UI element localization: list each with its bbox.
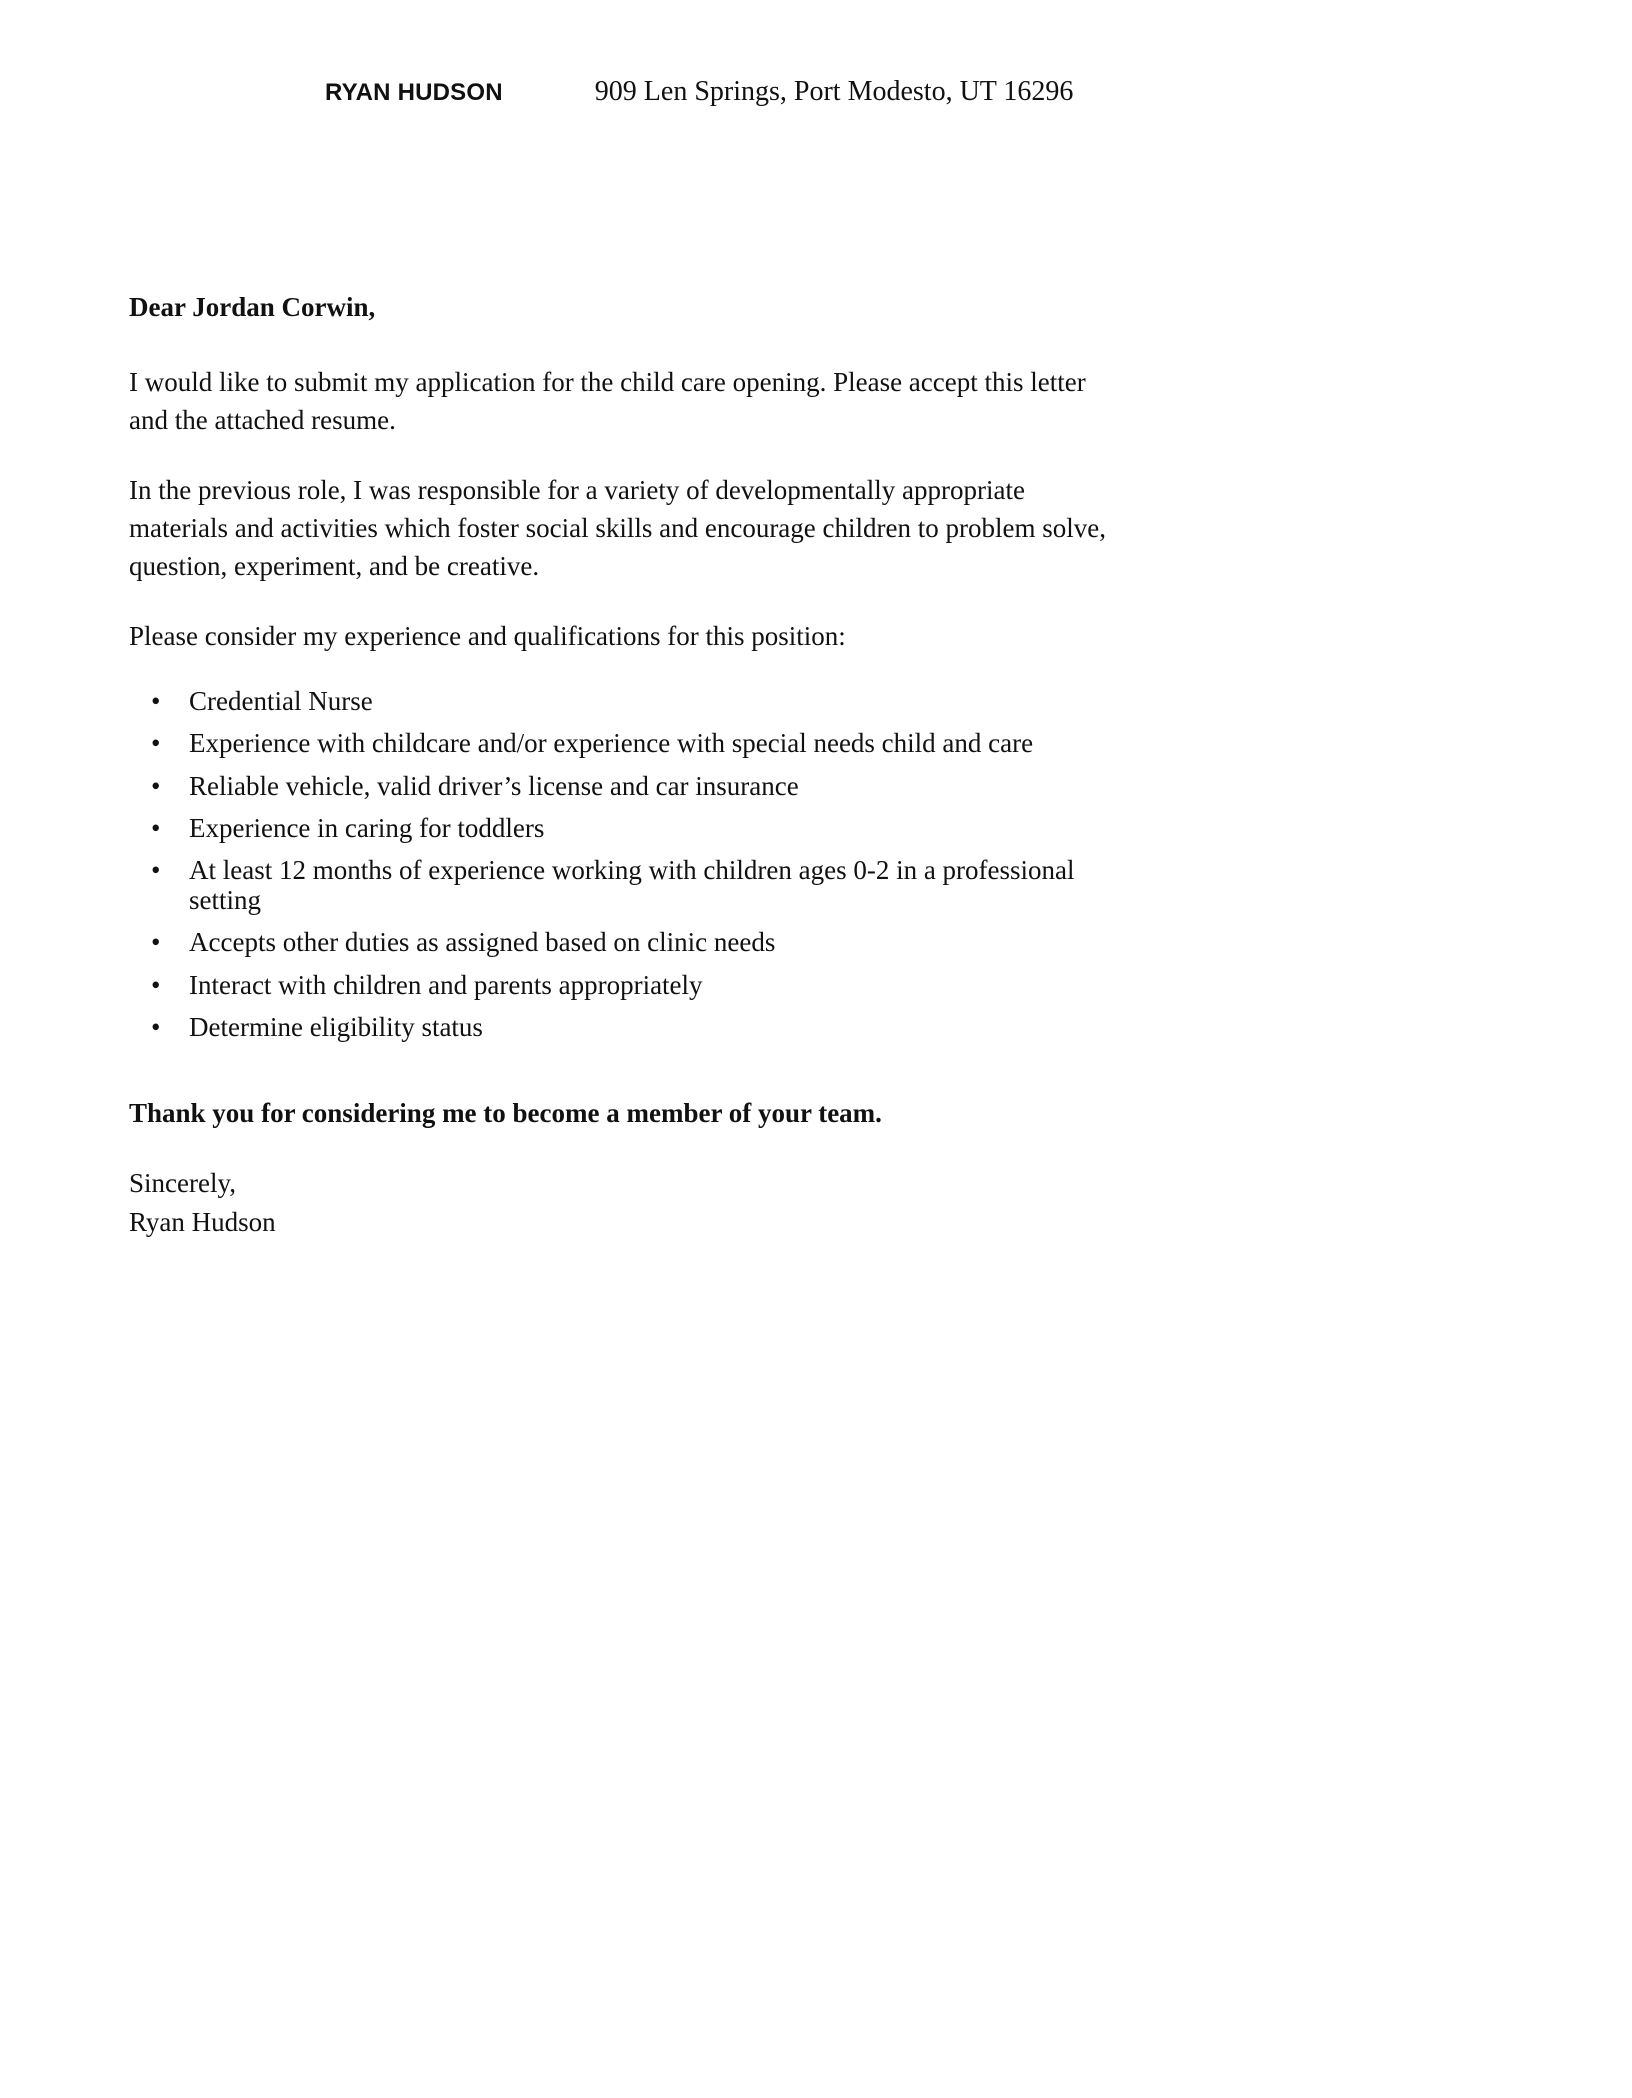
body-paragraph-2: In the previous role, I was responsible for a variety of developmentally appropriate materials and activities which foster social skills and encourage children to problem solve, question, experiment, and be creative. bbox=[129, 474, 1106, 582]
bullet-icon: • bbox=[151, 728, 161, 759]
qualification-item bbox=[151, 728, 1129, 770]
qualification-item bbox=[151, 855, 1129, 927]
qualification-item-label: Reliable vehicle, valid driver’s license and car insurance bbox=[189, 770, 799, 801]
qualification-item bbox=[151, 813, 1129, 855]
bullet-icon: • bbox=[151, 969, 161, 1000]
signature-block bbox=[129, 1164, 1129, 1241]
letter-body bbox=[129, 290, 1129, 1241]
bullet-icon: • bbox=[151, 927, 161, 958]
qualification-item bbox=[151, 771, 1129, 813]
qualification-item-label: Accepts other duties as assigned based on clinic needs bbox=[189, 927, 776, 958]
qualification-item-label: Determine eligibility status bbox=[189, 1011, 483, 1042]
qualification-item-label: At least 12 months of experience working with children ages 0-2 in a professional setting bbox=[189, 855, 1075, 916]
salutation: Dear Jordan Corwin, bbox=[129, 292, 376, 322]
letterhead bbox=[0, 76, 1632, 108]
qualification-item bbox=[151, 1012, 1129, 1054]
bullet-icon: • bbox=[151, 770, 161, 801]
qualification-item-label: Experience with childcare and/or experience with special needs child and care bbox=[189, 728, 1034, 759]
signoff-closing: Sincerely, bbox=[129, 1168, 236, 1199]
qualifications-list bbox=[129, 686, 1129, 1054]
body-paragraph-3: Please consider my experience and qualifications for this position: bbox=[129, 620, 846, 651]
letterhead-name: RYAN HUDSON bbox=[325, 79, 503, 106]
qualification-item-label: Credential Nurse bbox=[189, 686, 373, 717]
closing-statement: Thank you for considering me to become a member of your team. bbox=[129, 1098, 882, 1129]
qualification-item bbox=[151, 970, 1129, 1012]
body-paragraph-1: I would like to submit my application for the child care opening. Please accept this letter and the attached resume. bbox=[129, 367, 1086, 436]
qualification-item-label: Interact with children and parents appropriately bbox=[189, 969, 703, 1000]
qualification-item bbox=[151, 686, 1129, 728]
bullet-icon: • bbox=[151, 812, 161, 843]
letterhead-address: 909 Len Springs, Port Modesto, UT 16296 bbox=[594, 76, 1074, 107]
qualification-item bbox=[151, 927, 1129, 969]
bullet-icon: • bbox=[151, 855, 161, 885]
qualification-item-label: Experience in caring for toddlers bbox=[189, 812, 545, 843]
signoff-name: Ryan Hudson bbox=[129, 1206, 276, 1237]
bullet-icon: • bbox=[151, 1011, 161, 1042]
bullet-icon: • bbox=[151, 686, 161, 717]
